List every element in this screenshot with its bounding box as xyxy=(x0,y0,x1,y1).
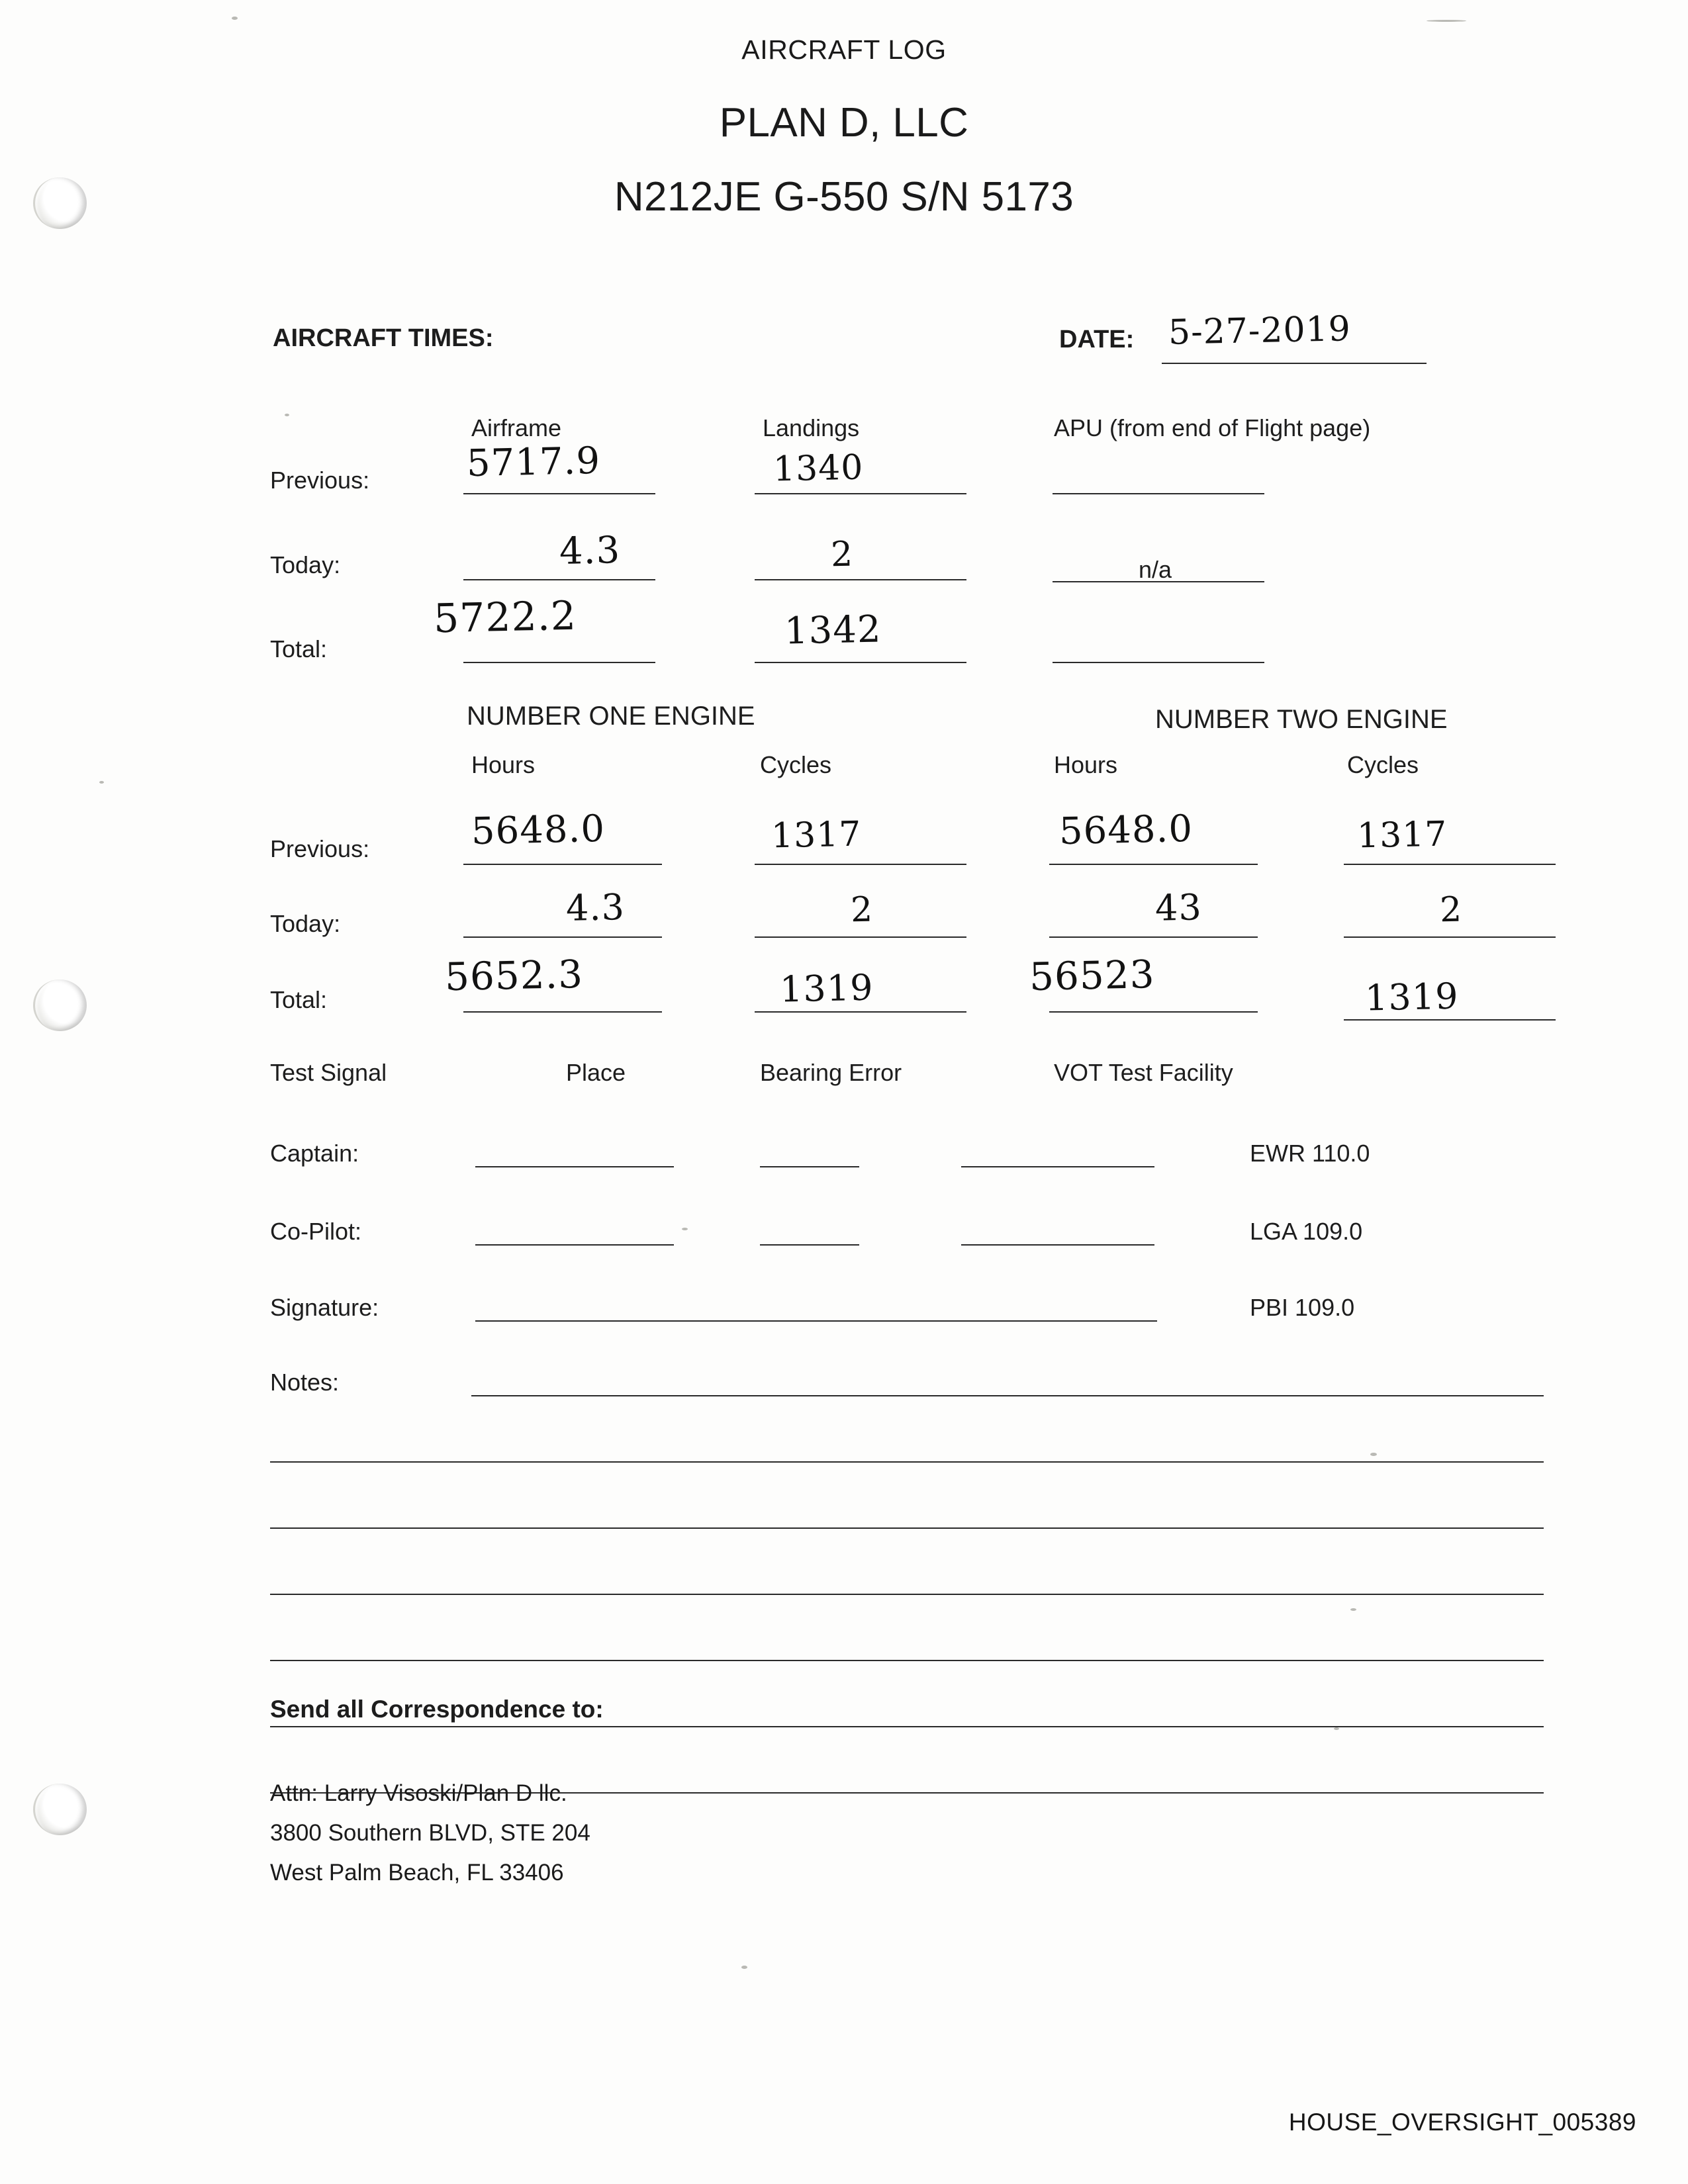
engine-two-cycles-header: Cycles xyxy=(1347,751,1419,778)
row-label-today-airframe: Today: xyxy=(270,551,341,578)
value-airframe-total: 5722.2 xyxy=(433,592,577,643)
notes-line-4 xyxy=(270,1594,1544,1595)
rule-eng2-hours-total xyxy=(1049,1011,1258,1013)
rule-airframe-today xyxy=(463,579,655,580)
date-value: 5-27-2019 xyxy=(1168,309,1352,353)
bates-number: HOUSE_OVERSIGHT_005389 xyxy=(1288,2109,1636,2136)
col-header-place: Place xyxy=(566,1059,626,1086)
date-rule xyxy=(1162,363,1427,364)
rule-eng1-hours-previous xyxy=(463,864,662,865)
row-label-signature: Signature: xyxy=(270,1294,379,1321)
value-eng2-cycles-total: 1319 xyxy=(1364,975,1460,1019)
rule-landings-total xyxy=(755,662,966,663)
rule-eng2-cycles-today xyxy=(1344,936,1556,938)
rule-copilot-bearing xyxy=(760,1244,859,1246)
correspondence-street: 3800 Southern BLVD, STE 204 xyxy=(270,1820,590,1846)
rule-eng2-hours-previous xyxy=(1049,864,1258,865)
value-eng1-hours-today: 4.3 xyxy=(565,886,626,929)
rule-eng2-cycles-total xyxy=(1344,1019,1556,1021)
rule-airframe-previous xyxy=(463,493,655,494)
row-label-previous-airframe: Previous: xyxy=(270,467,370,494)
rule-captain-vot xyxy=(961,1166,1154,1167)
value-landings-total: 1342 xyxy=(784,608,882,653)
rule-eng1-cycles-today xyxy=(755,936,966,938)
rule-eng1-hours-total xyxy=(463,1011,662,1013)
row-label-copilot: Co-Pilot: xyxy=(270,1218,362,1245)
value-eng2-hours-previous: 5648.0 xyxy=(1058,807,1194,854)
col-header-bearing-error: Bearing Error xyxy=(760,1059,902,1086)
row-label-today-engines: Today: xyxy=(270,910,341,937)
date-label: DATE: xyxy=(1059,326,1135,353)
notes-label: Notes: xyxy=(270,1369,340,1396)
value-eng1-cycles-total: 1319 xyxy=(779,966,874,1011)
rule-eng1-cycles-total xyxy=(755,1011,966,1013)
engine-one-cycles-header: Cycles xyxy=(760,751,832,778)
value-eng1-cycles-today: 2 xyxy=(850,889,874,931)
aircraft-tail-title: N212JE G-550 S/N 5173 xyxy=(614,174,1074,220)
vot-value-pbi: PBI 109.0 xyxy=(1250,1294,1355,1321)
col-header-vot: VOT Test Facility xyxy=(1054,1059,1233,1086)
value-eng2-hours-today: 43 xyxy=(1154,886,1203,929)
rule-signature xyxy=(475,1320,1157,1322)
notes-line-1 xyxy=(471,1395,1544,1396)
engine-two-hours-header: Hours xyxy=(1054,751,1118,778)
value-airframe-today: 4.3 xyxy=(559,529,621,573)
value-landings-today: 2 xyxy=(830,534,854,575)
test-signal-label: Test Signal xyxy=(270,1059,387,1086)
correspondence-attn: Attn: Larry Visoski/Plan D llc. xyxy=(270,1780,567,1806)
notes-line-6 xyxy=(270,1726,1544,1727)
rule-captain-place xyxy=(475,1166,674,1167)
engine-two-title: NUMBER TWO ENGINE xyxy=(1155,705,1448,734)
page-kicker: AIRCRAFT LOG xyxy=(741,34,947,65)
notes-line-2 xyxy=(270,1461,1544,1463)
vot-value-lga: LGA 109.0 xyxy=(1250,1218,1363,1245)
vot-value-ewr: EWR 110.0 xyxy=(1250,1140,1370,1167)
rule-captain-bearing xyxy=(760,1166,859,1167)
value-eng2-cycles-today: 2 xyxy=(1439,889,1463,931)
value-eng1-cycles-previous: 1317 xyxy=(771,814,862,856)
aircraft-times-label: AIRCRAFT TIMES: xyxy=(273,324,494,352)
rule-copilot-place xyxy=(475,1244,674,1246)
rule-eng1-cycles-previous xyxy=(755,864,966,865)
rule-eng2-hours-today xyxy=(1049,936,1258,938)
rule-copilot-vot xyxy=(961,1244,1154,1246)
value-eng2-hours-total: 56523 xyxy=(1029,952,1156,999)
rule-apu-total xyxy=(1053,662,1264,663)
row-label-total-engines: Total: xyxy=(270,986,328,1013)
correspondence-heading: Send all Correspondence to: xyxy=(270,1696,604,1723)
value-eng1-hours-previous: 5648.0 xyxy=(471,807,606,854)
value-eng1-hours-total: 5652.3 xyxy=(444,951,584,1000)
col-header-airframe: Airframe xyxy=(471,414,562,441)
rule-apu-today xyxy=(1053,581,1264,582)
rule-landings-previous xyxy=(755,493,966,494)
row-label-captain: Captain: xyxy=(270,1140,359,1167)
value-apu-today: n/a xyxy=(1139,556,1172,583)
rule-eng1-hours-today xyxy=(463,936,662,938)
rule-apu-previous xyxy=(1053,493,1264,494)
engine-one-title: NUMBER ONE ENGINE xyxy=(467,702,755,731)
rule-airframe-total xyxy=(463,662,655,663)
row-label-total-airframe: Total: xyxy=(270,635,328,662)
company-title: PLAN D, LLC xyxy=(719,100,969,146)
value-airframe-previous: 5717.9 xyxy=(466,439,601,486)
notes-line-5 xyxy=(270,1660,1544,1661)
value-landings-previous: 1340 xyxy=(773,447,864,490)
correspondence-city: West Palm Beach, FL 33406 xyxy=(270,1860,564,1886)
rule-eng2-cycles-previous xyxy=(1344,864,1556,865)
row-label-previous-engines: Previous: xyxy=(270,835,370,862)
engine-one-hours-header: Hours xyxy=(471,751,536,778)
value-eng2-cycles-previous: 1317 xyxy=(1356,814,1448,856)
col-header-apu: APU (from end of Flight page) xyxy=(1054,414,1371,441)
col-header-landings: Landings xyxy=(763,414,860,441)
rule-landings-today xyxy=(755,579,966,580)
notes-line-3 xyxy=(270,1527,1544,1529)
